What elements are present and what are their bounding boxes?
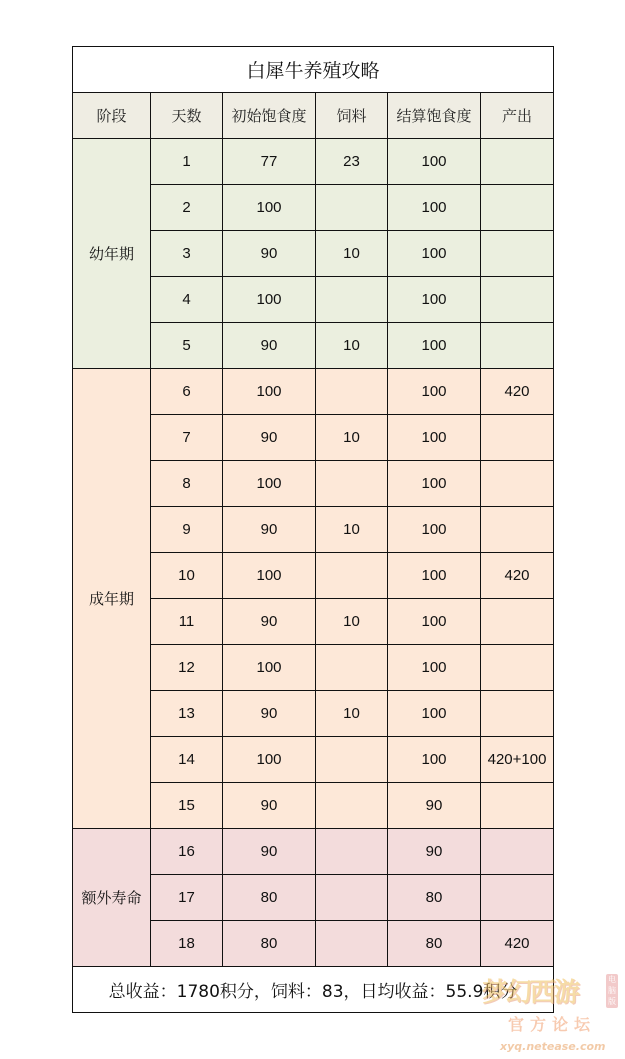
feed-cell [316,461,388,507]
final-satiety-cell: 80 [388,921,481,967]
output-cell [481,829,554,875]
final-satiety-cell: 100 [388,277,481,323]
header-row [73,93,554,139]
header-feed: 饲料 [316,93,388,139]
table-row [73,139,554,185]
initial-satiety-cell: 90 [223,415,316,461]
output-cell [481,507,554,553]
output-cell: 420 [481,369,554,415]
feed-cell [316,369,388,415]
final-satiety-cell: 100 [388,691,481,737]
final-satiety-cell: 100 [388,553,481,599]
initial-satiety-cell: 80 [223,921,316,967]
header-final-satiety: 结算饱食度 [388,93,481,139]
output-cell: 420+100 [481,737,554,783]
feed-cell: 10 [316,507,388,553]
feed-cell [316,737,388,783]
header-day: 天数 [151,93,223,139]
final-satiety-cell: 100 [388,369,481,415]
day-cell: 5 [151,323,223,369]
day-cell: 7 [151,415,223,461]
day-cell: 12 [151,645,223,691]
final-satiety-cell: 100 [388,599,481,645]
output-cell [481,461,554,507]
output-cell [481,277,554,323]
feed-cell [316,783,388,829]
initial-satiety-cell: 100 [223,277,316,323]
feed-cell: 10 [316,599,388,645]
feed-cell [316,921,388,967]
day-cell: 17 [151,875,223,921]
day-cell: 2 [151,185,223,231]
final-satiety-cell: 100 [388,507,481,553]
feed-cell: 10 [316,323,388,369]
output-cell: 420 [481,553,554,599]
feed-cell [316,829,388,875]
feed-cell [316,645,388,691]
watermark-subtitle: 官方论坛 [508,1015,597,1034]
watermark-logo: 梦幻西游 [482,978,579,1008]
initial-satiety-cell: 100 [223,737,316,783]
day-cell: 11 [151,599,223,645]
day-cell: 14 [151,737,223,783]
initial-satiety-cell: 100 [223,369,316,415]
output-cell [481,645,554,691]
initial-satiety-cell: 90 [223,323,316,369]
day-cell: 15 [151,783,223,829]
initial-satiety-cell: 100 [223,553,316,599]
day-cell: 9 [151,507,223,553]
output-cell [481,875,554,921]
day-cell: 8 [151,461,223,507]
table-row [73,829,554,875]
table-row [73,369,554,415]
feed-cell [316,277,388,323]
initial-satiety-cell: 90 [223,829,316,875]
feed-cell [316,875,388,921]
header-initial-satiety: 初始饱食度 [223,93,316,139]
feed-cell: 23 [316,139,388,185]
day-cell: 6 [151,369,223,415]
final-satiety-cell: 100 [388,323,481,369]
output-cell [481,231,554,277]
day-cell: 1 [151,139,223,185]
watermark-url: xyq.netease.com [500,1040,606,1053]
initial-satiety-cell: 100 [223,645,316,691]
initial-satiety-cell: 100 [223,461,316,507]
day-cell: 4 [151,277,223,323]
final-satiety-cell: 100 [388,645,481,691]
table-title: 白犀牛养殖攻略 [73,47,554,93]
final-satiety-cell: 90 [388,829,481,875]
initial-satiety-cell: 80 [223,875,316,921]
feed-cell: 10 [316,231,388,277]
final-satiety-cell: 80 [388,875,481,921]
initial-satiety-cell: 100 [223,185,316,231]
initial-satiety-cell: 90 [223,507,316,553]
initial-satiety-cell: 90 [223,783,316,829]
feed-cell: 10 [316,691,388,737]
output-cell [481,323,554,369]
day-cell: 13 [151,691,223,737]
output-cell [481,599,554,645]
initial-satiety-cell: 90 [223,691,316,737]
feed-cell [316,185,388,231]
output-cell [481,185,554,231]
breeding-guide-table [72,46,554,1013]
final-satiety-cell: 100 [388,185,481,231]
output-cell [481,415,554,461]
feed-cell [316,553,388,599]
header-output: 产出 [481,93,554,139]
initial-satiety-cell: 90 [223,599,316,645]
output-cell [481,783,554,829]
watermark-badge: 电脑版 [608,975,616,1006]
output-cell: 420 [481,921,554,967]
day-cell: 16 [151,829,223,875]
stage-label: 幼年期 [73,139,151,369]
output-cell [481,691,554,737]
title-row [73,47,554,93]
initial-satiety-cell: 90 [223,231,316,277]
final-satiety-cell: 100 [388,415,481,461]
final-satiety-cell: 100 [388,461,481,507]
stage-label: 额外寿命 [73,829,151,967]
final-satiety-cell: 90 [388,783,481,829]
initial-satiety-cell: 77 [223,139,316,185]
output-cell [481,139,554,185]
day-cell: 3 [151,231,223,277]
final-satiety-cell: 100 [388,139,481,185]
final-satiety-cell: 100 [388,737,481,783]
feed-cell: 10 [316,415,388,461]
day-cell: 10 [151,553,223,599]
day-cell: 18 [151,921,223,967]
header-stage: 阶段 [73,93,151,139]
summary-row [73,967,554,1013]
final-satiety-cell: 100 [388,231,481,277]
summary-text: 总收益：1780积分，饲料：83，日均收益：55.9积分 [73,967,554,1013]
stage-label: 成年期 [73,369,151,829]
